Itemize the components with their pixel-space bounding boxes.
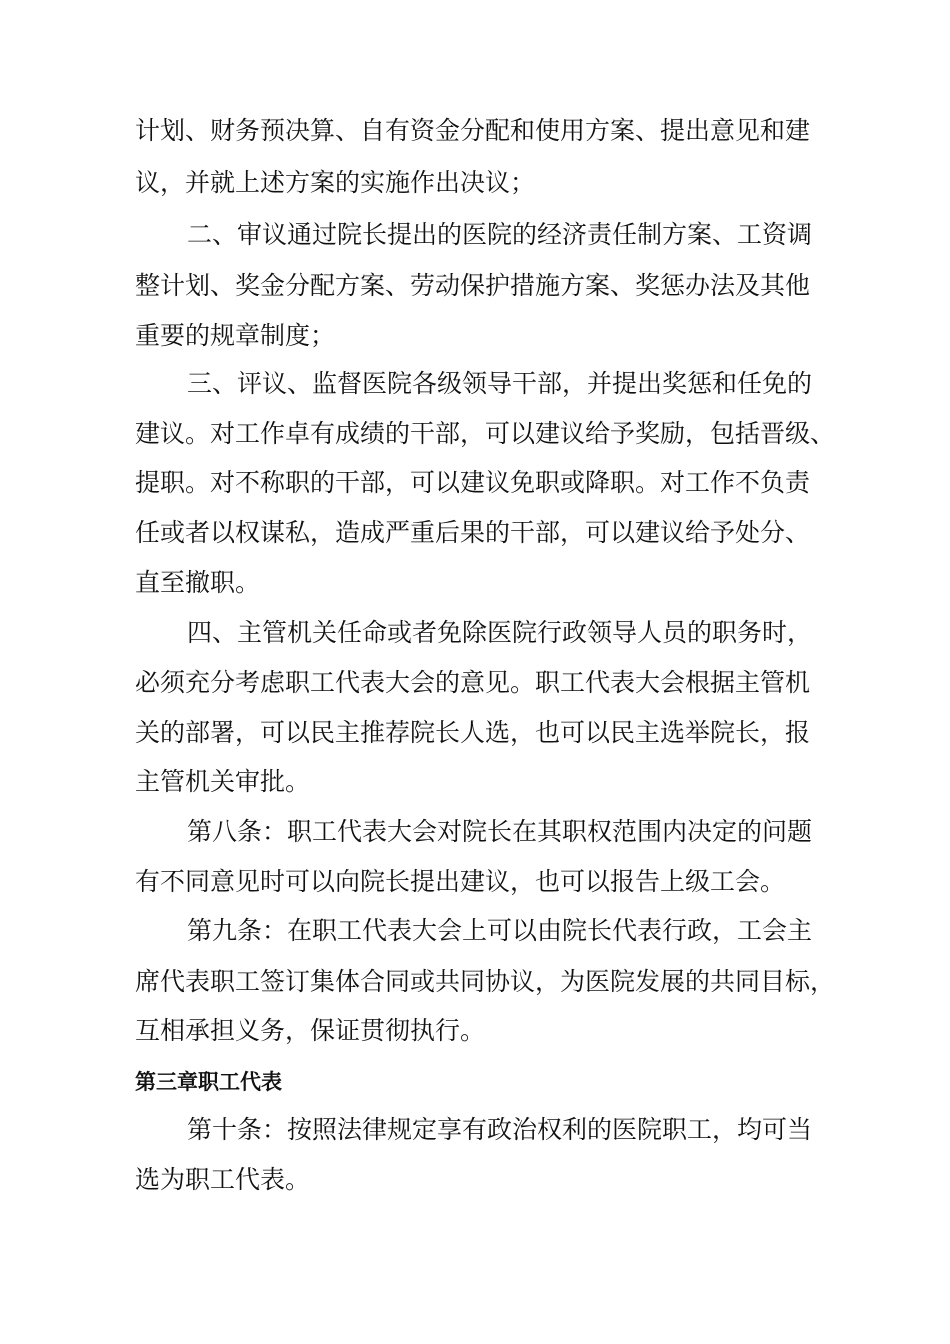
paragraph-start-line: 二、审议通过院长提出的医院的经济责任制方案、工资调 bbox=[187, 220, 813, 249]
text-line: 提职。对不称职的干部，可以建议免职或降职。对工作不负责 bbox=[135, 468, 811, 497]
text-line: 有不同意见时可以向院长提出建议，也可以报告上级工会。 bbox=[135, 867, 786, 896]
text-line: 直至撤职。 bbox=[135, 568, 261, 597]
text-line: 席代表职工签订集体合同或共同协议，为医院发展的共同目标， bbox=[135, 967, 836, 996]
text-line: 议，并就上述方案的实施作出决议； bbox=[135, 168, 536, 197]
text-line: 选为职工代表。 bbox=[135, 1165, 311, 1194]
paragraph-start-line: 四、主管机关任命或者免除医院行政领导人员的职务时， bbox=[187, 618, 813, 647]
text-line: 关的部署，可以民主推荐院长人选，也可以民主选举院长，报 bbox=[135, 718, 811, 747]
paragraph-start-line: 三、评议、监督医院各级领导干部，并提出奖惩和任免的 bbox=[187, 369, 813, 398]
text-line: 任或者以权谋私，造成严重后果的干部，可以建议给予处分、 bbox=[135, 518, 811, 547]
text-line: 互相承担义务，保证贯彻执行。 bbox=[135, 1016, 486, 1045]
text-line: 必须充分考虑职工代表大会的意见。职工代表大会根据主管机 bbox=[135, 668, 811, 697]
text-line: 整计划、奖金分配方案、劳动保护措施方案、奖惩办法及其他 bbox=[135, 271, 811, 300]
chapter-heading: 第三章职工代表 bbox=[135, 1070, 282, 1094]
text-line: 计划、财务预决算、自有资金分配和使用方案、提出意见和建 bbox=[135, 116, 811, 145]
article-8-line: 第八条：职工代表大会对院长在其职权范围内决定的问题 bbox=[187, 817, 813, 846]
text-line: 重要的规章制度； bbox=[135, 321, 336, 350]
text-line: 主管机关审批。 bbox=[135, 767, 311, 796]
text-line: 建议。对工作卓有成绩的干部，可以建议给予奖励，包括晋级、 bbox=[135, 419, 836, 448]
article-10-line: 第十条：按照法律规定享有政治权利的医院职工，均可当 bbox=[187, 1115, 813, 1144]
article-9-line: 第九条：在职工代表大会上可以由院长代表行政，工会主 bbox=[187, 916, 813, 945]
